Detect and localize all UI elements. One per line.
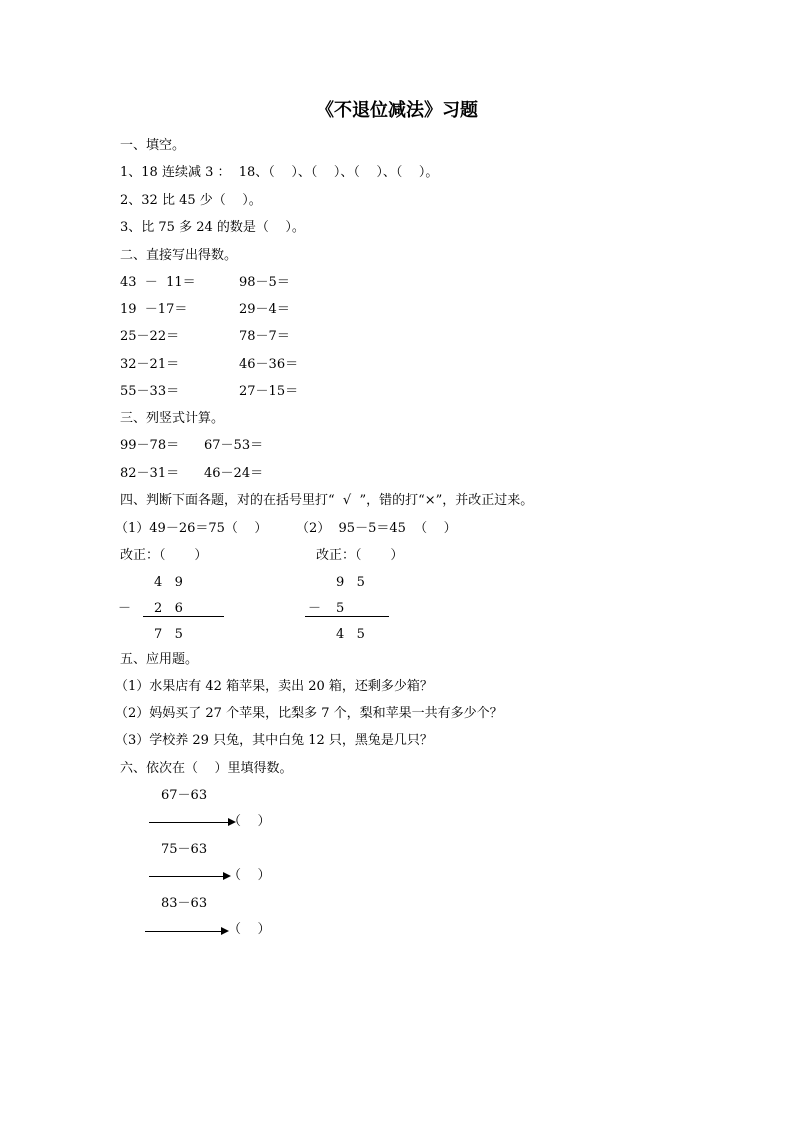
fix-label-1: 改正：（ ）: [120, 548, 208, 563]
page-title: 《不退位减法》习题: [316, 100, 478, 121]
section4-heading: 四、判断下面各题，对的在括号里打“ √ ”，错的打“×”，并改正过来。: [120, 493, 534, 508]
vertical-calc-left-1: 99－78＝: [120, 438, 180, 453]
word-problem-3: （3）学校养 29 只兔，其中白兔 12 只，黑兔是几只？: [115, 733, 433, 748]
oral-calc-left-1: 43 － 11＝: [120, 275, 196, 290]
chain-blank-3: （ ）: [228, 922, 271, 937]
oral-calc-left-2: 19 －17＝: [120, 302, 188, 317]
chain-arrow-2: [149, 876, 229, 877]
calc1-minus: －: [118, 601, 132, 616]
vertical-calc-right-1: 67－53＝: [204, 438, 264, 453]
chain-arrow-3: [145, 931, 227, 932]
calc2-top: 9 5: [336, 575, 365, 590]
section2-heading: 二、直接写出得数。: [120, 248, 238, 263]
chain-blank-1: （ ）: [228, 814, 271, 829]
chain-blank-2: （ ）: [228, 868, 271, 883]
judge-item-1: （1）49－26＝75（ ）: [115, 521, 268, 536]
calc2-sub: 5: [336, 601, 345, 616]
judge-item-2: （2） 95－5＝45 （ ）: [296, 521, 457, 536]
vertical-calc-left-2: 82－31＝: [120, 466, 180, 481]
calc2-line: [305, 616, 389, 617]
oral-calc-right-4: 46－36＝: [239, 357, 299, 372]
vertical-calc-right-2: 46－24＝: [204, 466, 264, 481]
section1-heading: 一、填空。: [120, 138, 186, 153]
chain-expr-3: 83－63: [161, 896, 208, 911]
fix-label-2: 改正：（ ）: [316, 548, 404, 563]
chain-arrow-1: [149, 822, 234, 823]
calc1-top: 4 9: [154, 575, 183, 590]
word-problem-2: （2）妈妈买了 27 个苹果，比梨多 7 个，梨和苹果一共有多少个？: [115, 706, 503, 721]
question-3: 3、比 75 多 24 的数是（ ）。: [120, 220, 305, 235]
calc1-line: [143, 616, 224, 617]
oral-calc-left-4: 32－21＝: [120, 357, 180, 372]
section5-heading: 五、应用题。: [120, 652, 199, 667]
word-problem-1: （1）水果店有 42 箱苹果，卖出 20 箱，还剩多少箱？: [115, 679, 433, 694]
calc1-sub: 2 6: [154, 601, 183, 616]
chain-expr-1: 67－63: [161, 788, 208, 803]
oral-calc-right-1: 98－5＝: [239, 275, 290, 290]
section3-heading: 三、列竖式计算。: [120, 411, 225, 426]
calc1-result: 7 5: [154, 627, 183, 642]
oral-calc-right-5: 27－15＝: [239, 384, 299, 399]
oral-calc-left-3: 25－22＝: [120, 329, 180, 344]
chain-expr-2: 75－63: [161, 842, 208, 857]
calc2-minus: －: [308, 601, 322, 616]
calc2-result: 4 5: [336, 627, 365, 642]
question-2: 2、32 比 45 少（ ）。: [120, 193, 262, 208]
oral-calc-left-5: 55－33＝: [120, 384, 180, 399]
oral-calc-right-3: 78－7＝: [239, 329, 290, 344]
oral-calc-right-2: 29－4＝: [239, 302, 290, 317]
section6-heading: 六、依次在（ ）里填得数。: [120, 761, 293, 776]
question-1: 1、18 连续减 3 ： 18、（ ）、（ ）、（ ）、（ ）。: [120, 165, 439, 180]
